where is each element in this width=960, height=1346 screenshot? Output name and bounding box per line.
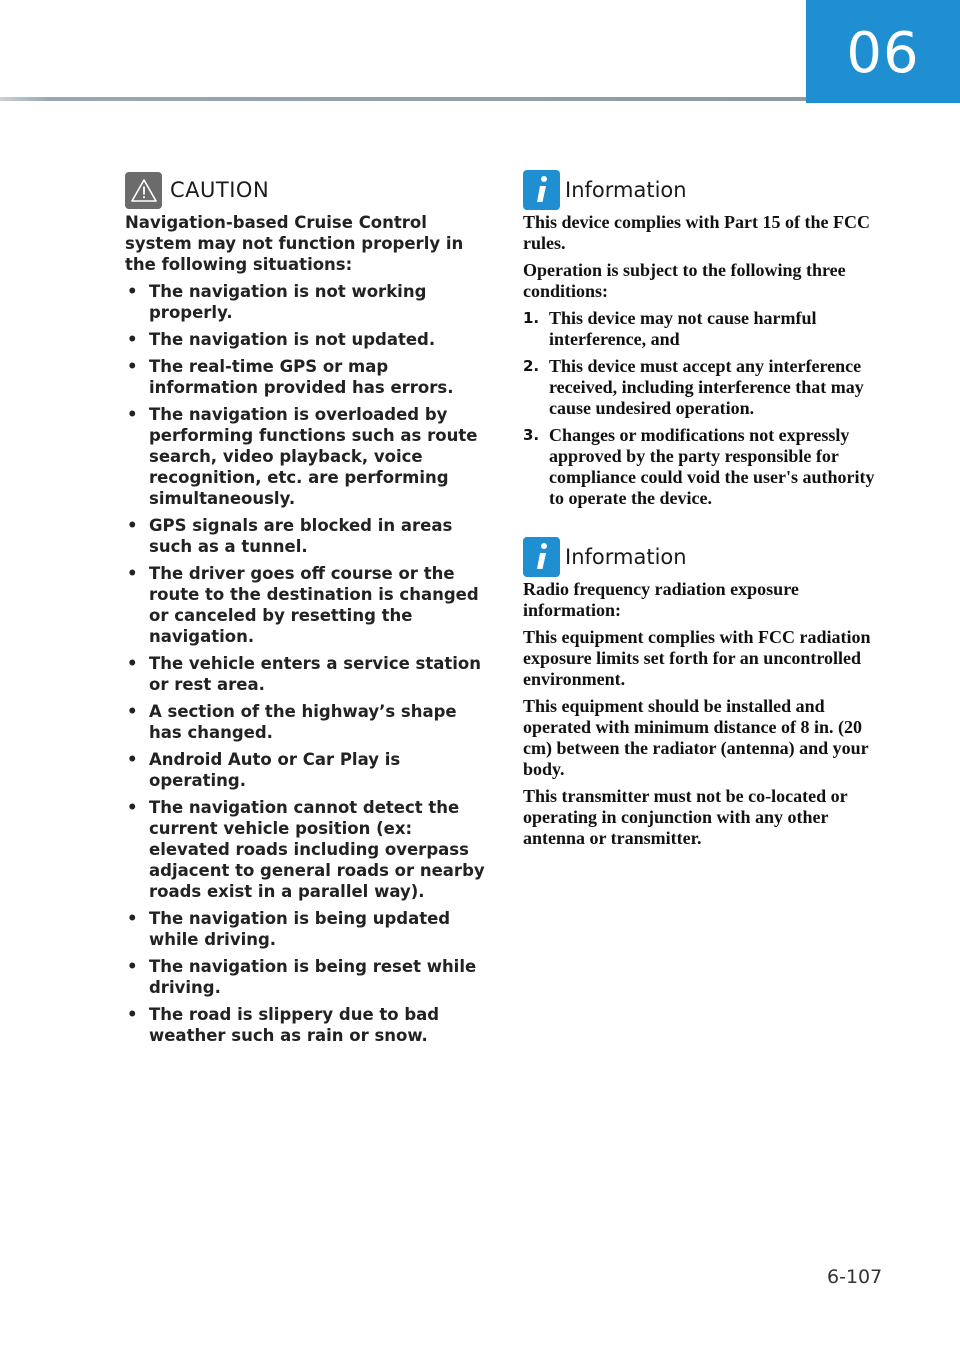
information-column xyxy=(523,170,893,855)
list-item: • The driver goes off course or the route to the destination is changed or canceled by resetting the navigation. xyxy=(127,564,479,646)
list-item: • The navigation is being updated while driving. xyxy=(127,909,451,949)
info-title: Information xyxy=(565,545,687,569)
list-item: 3. Changes or modifications not expressly approved by the party responsible for compliance could void the user's authority to operate the device. xyxy=(523,425,875,508)
page-number: 6-107 xyxy=(827,1266,883,1288)
info-icon xyxy=(523,537,560,577)
list-item: 2. This device must accept any interference received, including interference that may cause undesired operation. xyxy=(523,356,864,418)
caution-title: CAUTION xyxy=(170,178,270,202)
list-item: • A section of the highway’s shape has changed. xyxy=(127,702,457,742)
info-header xyxy=(523,537,893,577)
info-box-fcc xyxy=(523,170,893,509)
header-rule xyxy=(0,97,806,101)
chapter-number: 06 xyxy=(846,21,920,86)
info-title: Information xyxy=(565,178,687,202)
info-paragraph: Radio frequency radiation exposure information: xyxy=(523,579,799,620)
caution-header xyxy=(125,170,490,210)
info-paragraph: This equipment should be installed and operated with minimum distance of 8 in. (20 cm) between the radiator (antenna) and your body. xyxy=(523,696,869,779)
caution-intro: Navigation-based Cruise Control system may not function properly in the following situations: xyxy=(125,213,464,274)
list-item: • The navigation is being reset while driving. xyxy=(127,957,477,997)
warning-triangle-icon xyxy=(125,172,162,209)
list-item: • The real-time GPS or map information provided has errors. xyxy=(127,357,454,397)
list-item: • The vehicle enters a service station or rest area. xyxy=(127,654,481,694)
list-item: • Android Auto or Car Play is operating. xyxy=(127,750,401,790)
info-icon xyxy=(523,170,560,210)
info-paragraph: This device complies with Part 15 of the FCC rules. xyxy=(523,212,870,253)
list-item: • The road is slippery due to bad weather such as rain or snow. xyxy=(127,1005,440,1045)
list-item: • The navigation is not updated. xyxy=(127,330,436,349)
info-box-rf-exposure xyxy=(523,537,893,849)
caution-box xyxy=(125,170,490,1052)
caution-list xyxy=(125,281,490,1046)
info-header xyxy=(523,170,893,210)
chapter-tab xyxy=(806,0,960,103)
list-item: • The navigation is overloaded by performing functions such as route search, video playback, voice recognition, etc. are performing simultaneously. xyxy=(127,405,478,508)
conditions-list xyxy=(523,308,893,509)
list-item: • GPS signals are blocked in areas such as a tunnel. xyxy=(127,516,453,556)
list-item: • The navigation is not working properly. xyxy=(127,282,427,322)
list-item: 1. This device may not cause harmful interference, and xyxy=(523,308,817,349)
info-paragraph: This transmitter must not be co-located or operating in conjunction with any other antenna or transmitter. xyxy=(523,786,848,848)
info-paragraph: This equipment complies with FCC radiation exposure limits set forth for an uncontrolled environment. xyxy=(523,627,871,689)
list-item: • The navigation cannot detect the current vehicle position (ex: elevated roads including overpass adjacent to general roads or nearby roads exist in a parallel way). xyxy=(127,798,485,901)
info-paragraph: Operation is subject to the following three conditions: xyxy=(523,260,846,301)
